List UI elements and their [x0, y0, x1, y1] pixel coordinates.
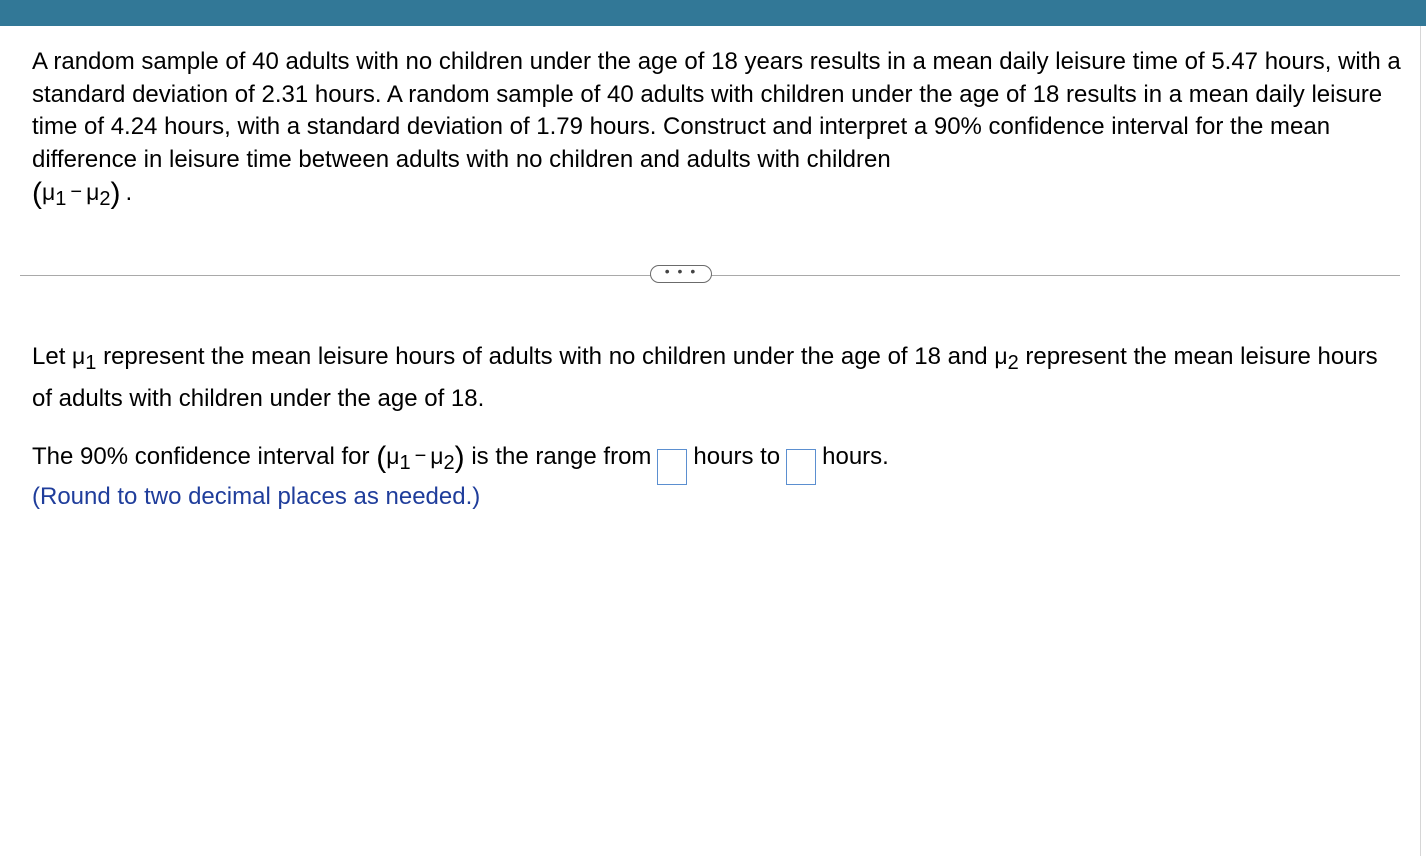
problem-text: A random sample of 40 adults with no children under the age of 18 years results in a mean daily leisure time of 5.47 hours, with a standard deviation of 2.31 hours. A random sample of 40 adults with children under the age of 18 results in a mean daily leisure time of 4.24 hours, with a standard deviation of 1.79 hours. Construct and interpret a 90% confidence interval for the mean difference in leisure time between adults with no children and adults with children [32, 48, 1401, 173]
rounding-hint: (Round to two decimal places as needed.) [32, 483, 481, 510]
lower-bound-input[interactable] [657, 449, 687, 485]
problem-statement [32, 46, 1402, 210]
more-dots-icon: • • • [664, 263, 698, 279]
variable-definitions: Let $\mu_1$ represent the mean leisure hours of adults with no children under the age of 18 and $\mu_2$ represent the mean leisure hours of adults with children under the age of 18. [32, 343, 1378, 412]
difference-expression: $(\mu_1 - \mu_2)$ [376, 441, 465, 474]
expand-more-button[interactable] [650, 265, 712, 283]
mu-symbol: μ [994, 343, 1008, 369]
right-border [1420, 26, 1421, 856]
difference-expression: $(\mu_1 - \mu_2)$ . [32, 177, 133, 210]
answer-sentence: The 90% confidence interval for $(\mu_1 - \mu_2)$ is the range from hours to hours. [32, 435, 1402, 485]
mu-symbol: μ [72, 343, 86, 369]
top-bar [0, 0, 1426, 26]
upper-bound-input[interactable] [786, 449, 816, 485]
